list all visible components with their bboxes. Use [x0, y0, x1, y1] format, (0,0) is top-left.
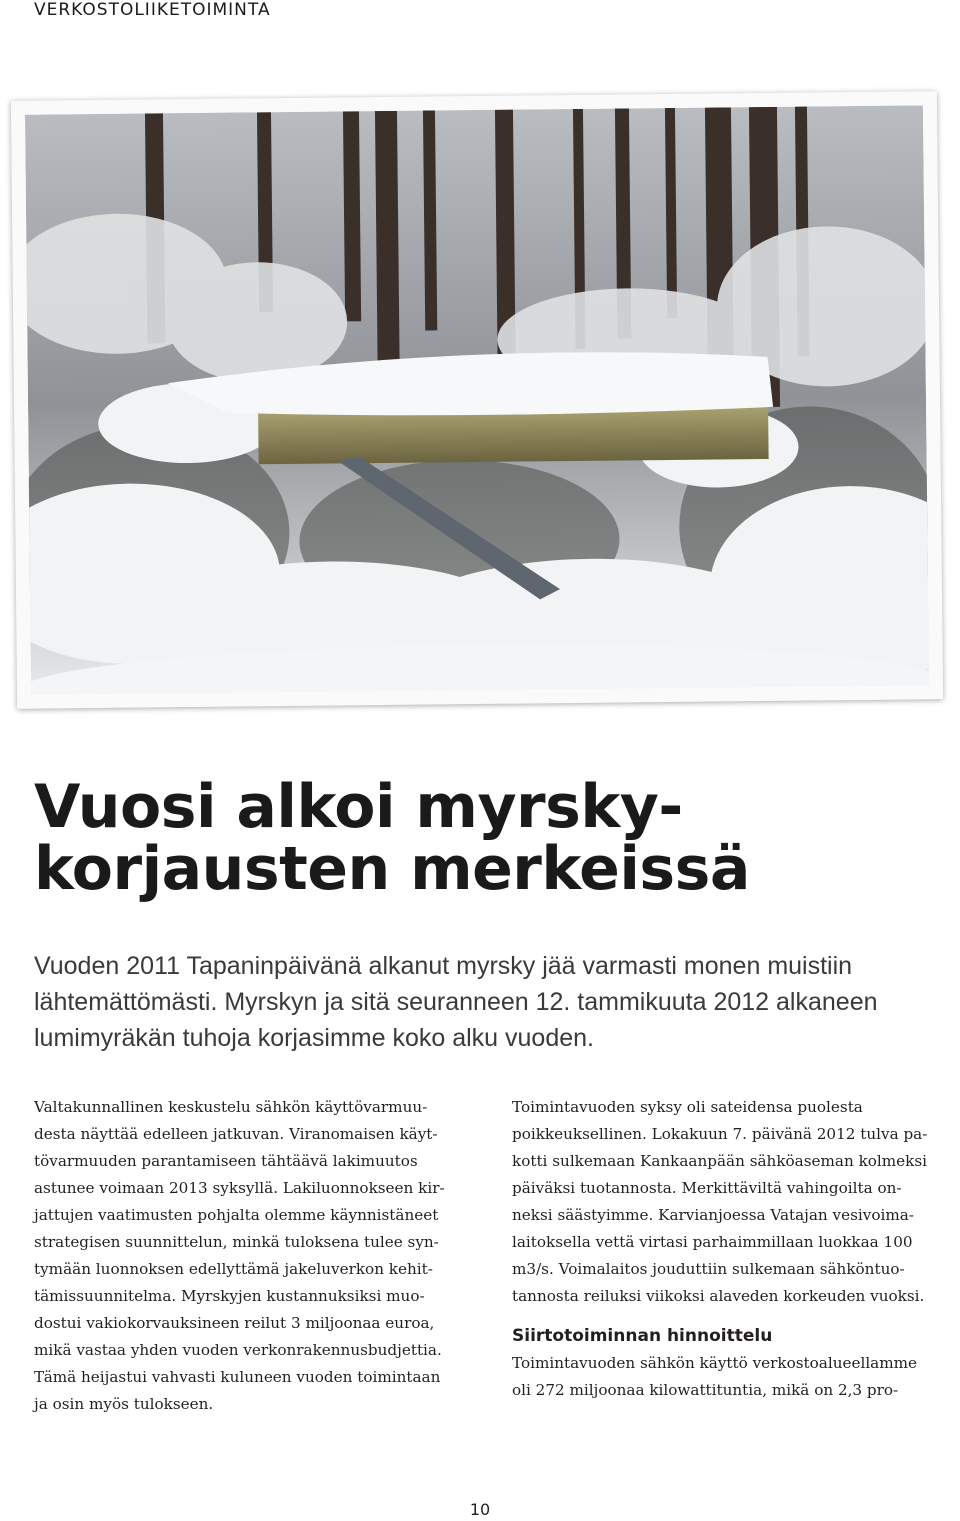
body-line: Toimintavuoden sähkön käyttö verkostoalueellamme: [512, 1354, 918, 1372]
body-line: tannosta reiluksi viikoksi alaveden korkeuden vuoksi.: [512, 1287, 925, 1305]
body-line: Tämä heijastui vahvasti kuluneen vuoden toimintaan: [34, 1368, 441, 1386]
body-line: oli 272 miljoonaa kilowattituntia, mikä on 2,3 pro-: [512, 1381, 899, 1399]
body-line: laitoksella vettä virtasi parhaimmillaan luokkaa 100: [512, 1233, 913, 1251]
body-line: tymään luonnoksen edellyttämä jakeluverkon kehit-: [34, 1260, 433, 1278]
body-line: tövarmuuden parantamiseen tähtäävä lakimuutos: [34, 1152, 418, 1170]
lead-paragraph: [34, 948, 914, 1056]
body-line: strategisen suunnittelun, minkä tuloksena tulee syn-: [34, 1233, 439, 1251]
page-number: 10: [469, 1500, 491, 1519]
body-line: kotti sulkemaan Kankaanpään sähköaseman kolmeksi: [512, 1152, 928, 1170]
body-line: Toimintavuoden syksy oli sateidensa puolesta: [512, 1098, 863, 1116]
body-line: tämissuunnitelma. Myrskyjen kustannuksiksi muo-: [34, 1287, 425, 1305]
body-line: Valtakunnallinen keskustelu sähkön käyttövarmuu-: [34, 1098, 428, 1116]
body-column-left: [34, 1094, 474, 1418]
lead-line: Vuoden 2011 Tapaninpäivänä alkanut myrsky jää varmasti monen muistiin: [34, 952, 853, 980]
body-line: astunee voimaan 2013 syksyllä. Lakiluonnokseen kir-: [34, 1179, 445, 1197]
body-line: mikä vastaa yhden vuoden verkonrakennusbudjettia.: [34, 1341, 442, 1359]
headline-line: korjausten merkeissä: [34, 834, 750, 904]
body-line: poikkeuksellinen. Lokakuun 7. päivänä 2012 tulva pa-: [512, 1125, 928, 1143]
headline: [34, 772, 750, 904]
section-label: VERKOSTOLIIKETOIMINTA: [34, 0, 271, 20]
body-line: desta näyttää edelleen jatkuvan. Viranomaisen käyt-: [34, 1125, 438, 1143]
body-column-right: [512, 1094, 952, 1404]
body-line: m3/s. Voimalaitos jouduttiin sulkemaan sähköntuo-: [512, 1260, 905, 1278]
forest-image: [25, 105, 929, 694]
lead-line: lähtemättömästi. Myrskyn ja sitä seuranneen 12. tammikuuta 2012 alkaneen: [34, 988, 878, 1016]
headline-line: Vuosi alkoi myrsky-: [34, 772, 683, 842]
body-line: päiväksi tuotannosta. Merkittäviltä vahingoilta on-: [512, 1179, 902, 1197]
body-line: neksi säästyimme. Karvianjoessa Vatajan vesivoima-: [512, 1206, 914, 1224]
lead-line: lumimyräkän tuhoja korjasimme koko alku vuoden.: [34, 1024, 594, 1052]
body-line: jattujen vaatimusten pohjalta olemme käynnistäneet: [34, 1206, 439, 1224]
body-line: dostui vakiokorvauksineen reilut 3 miljoonaa euroa,: [34, 1314, 435, 1332]
snowy-forest-photo: [11, 91, 943, 709]
body-line: ja osin myös tulokseen.: [34, 1395, 214, 1413]
subheading: Siirtotoiminnan hinnoittelu: [512, 1326, 773, 1346]
